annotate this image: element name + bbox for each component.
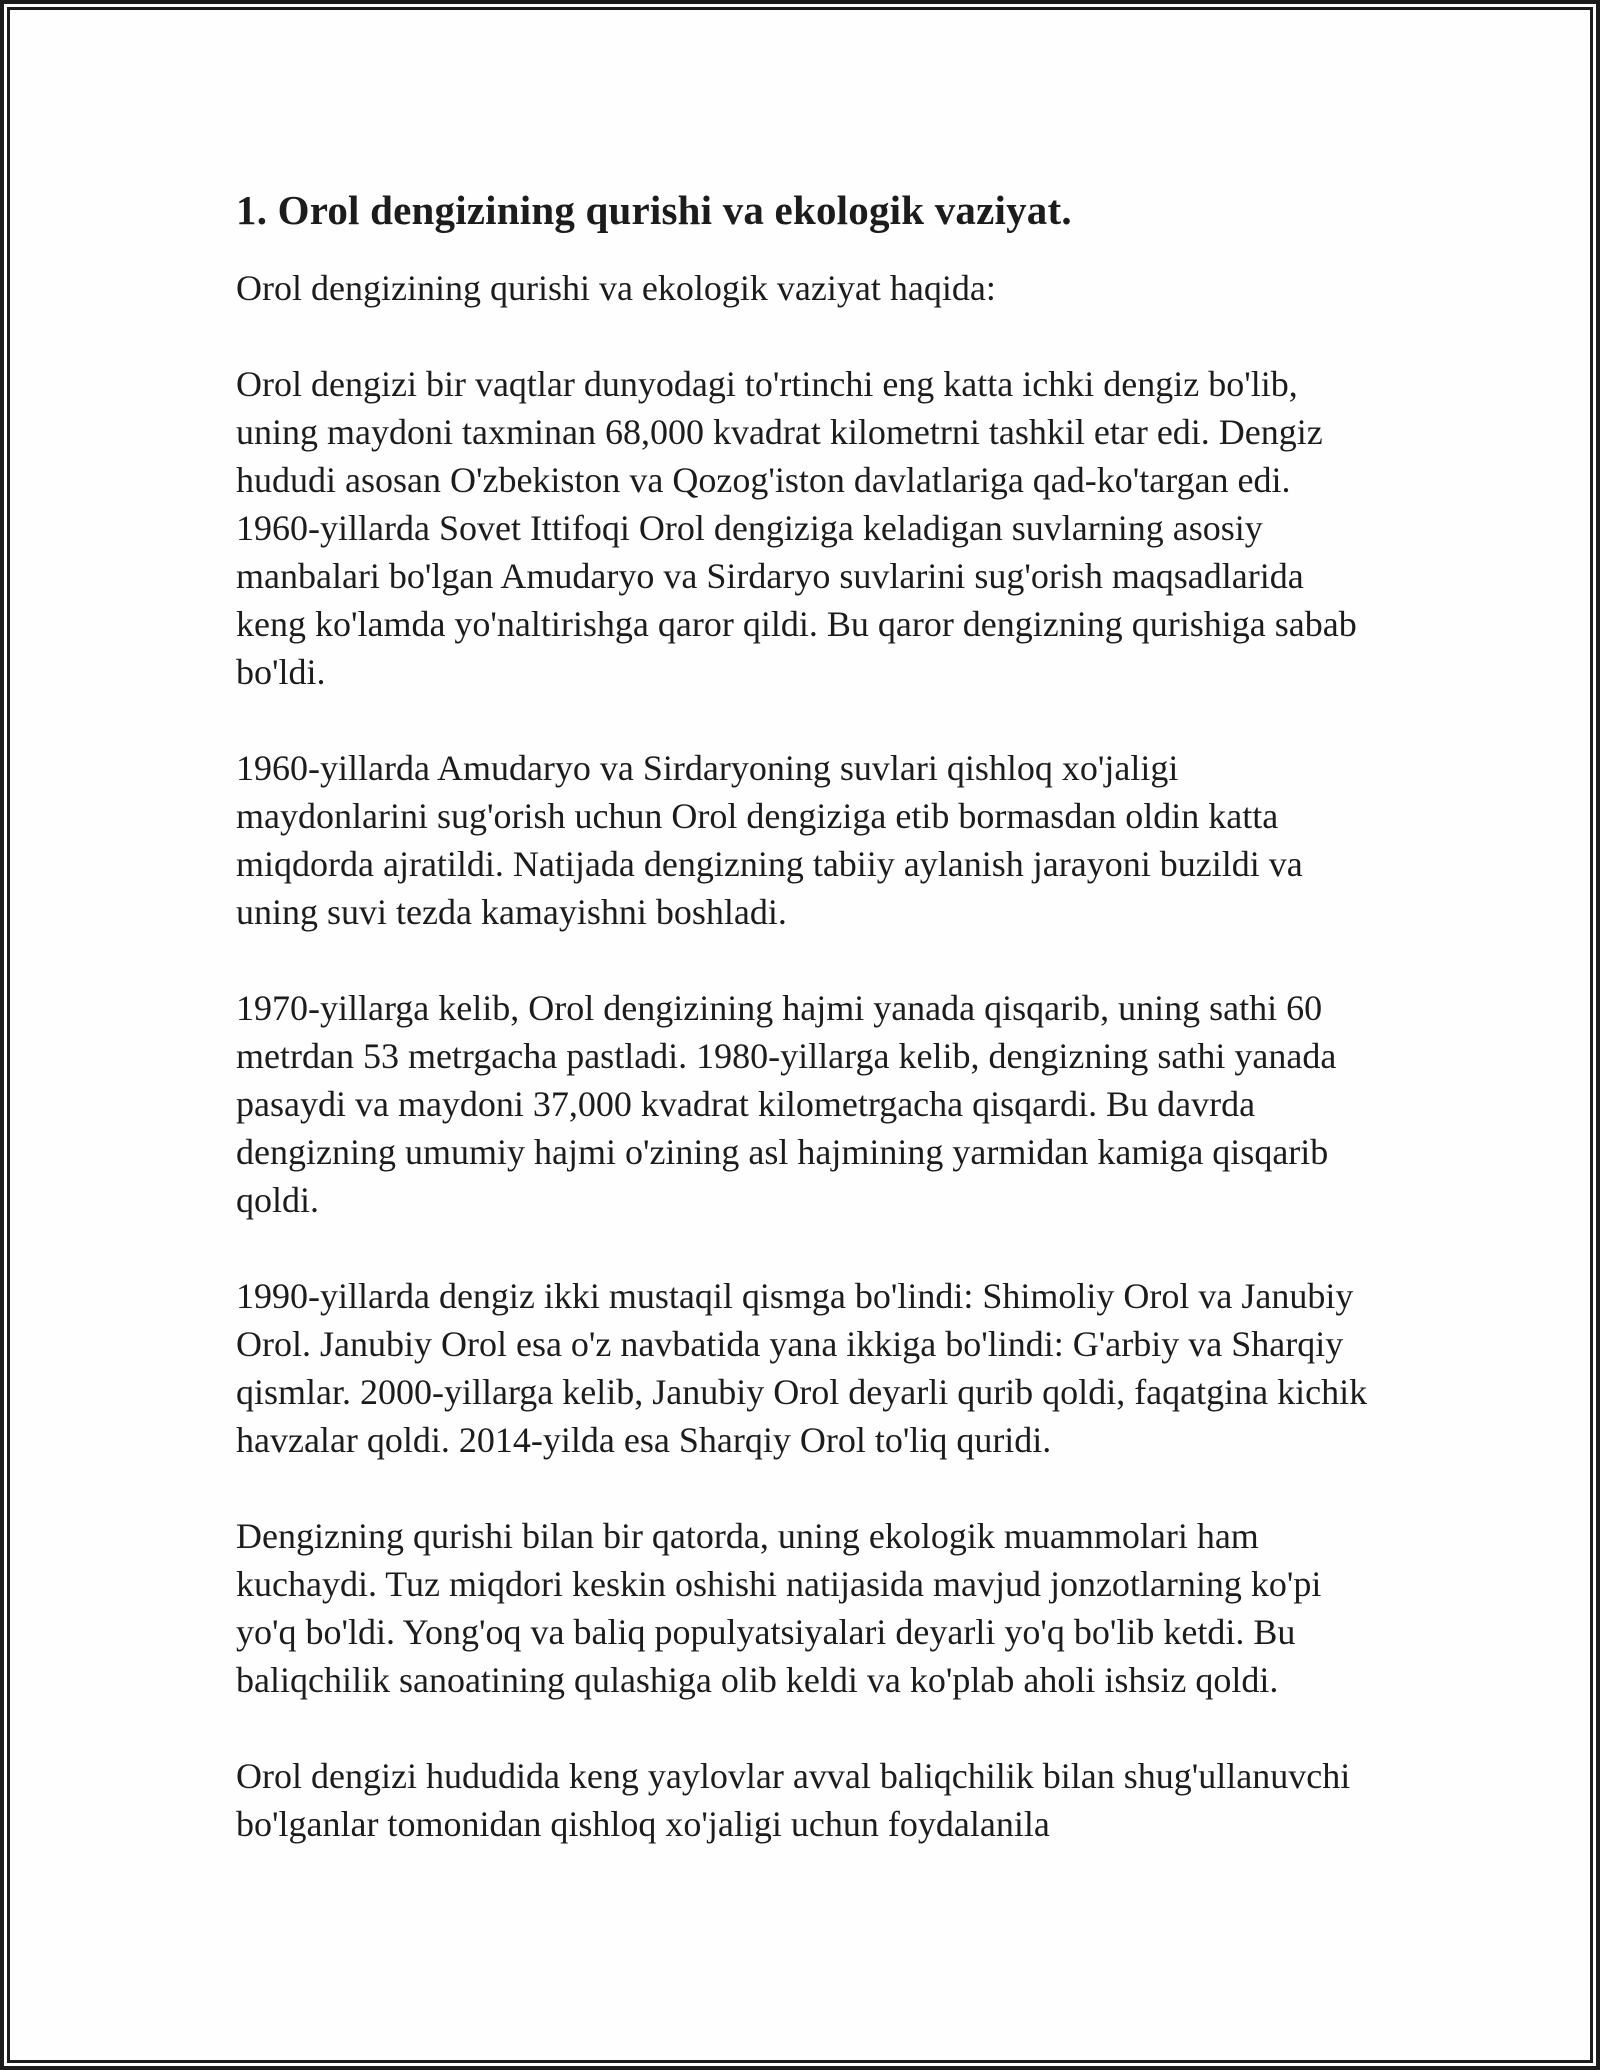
intro-paragraph: Orol dengizining qurishi va ekologik vaziyat haqida: [236, 268, 996, 308]
body-paragraph: 1960-yillarda Amudaryo va Sirdaryoning suvlari qishloq xo'jaligi maydonlarini sug'orish uchun Orol dengiziga etib bormasdan oldin katta miqdorda ajratildi. Natijada dengizning tabiiy aylanish jarayoni buzildi va uning suvi tezda kamayishni boshladi. [236, 748, 1303, 932]
body-paragraph: 1970-yillarga kelib, Orol dengizining hajmi yanada qisqarib, uning sathi 60 metrdan 53 metrgacha pastladi. 1980-yillarga kelib, dengizning sathi yanada pasaydi va maydoni 37,000 kvadrat kilometrgacha qisqardi. Bu davrda dengizning umumiy hajmi o'zining asl hajmining yarmidan kamiga qisqarib qoldi. [236, 988, 1337, 1220]
body-paragraph: Dengizning qurishi bilan bir qatorda, uning ekologik muammolari ham kuchaydi. Tuz miqdori keskin oshishi natijasida mavjud jonzotlarning ko'pi yo'q bo'ldi. Yong'oq va baliq populyatsiyalari deyarli yo'q bo'lib ketdi. Bu baliqchilik sanoatining qulashiga olib keldi va ko'plab aholi ishsiz qoldi. [236, 1516, 1322, 1700]
document-content [10, 10, 1590, 1848]
body-paragraph: 1990-yillarda dengiz ikki mustaqil qismga bo'lindi: Shimoliy Orol va Janubiy Orol. Janubiy Orol esa o'z navbatida yana ikkiga bo'lindi: G'arbiy va Sharqiy qismlar. 2000-yillarga kelib, Janubiy Orol deyarli qurib qoldi, faqatgina kichik havzalar qoldi. 2014-yilda esa Sharqiy Orol to'liq quridi. [236, 1276, 1368, 1460]
body-paragraph: Orol dengizi bir vaqtlar dunyodagi to'rtinchi eng katta ichki dengiz bo'lib, uning maydoni taxminan 68,000 kvadrat kilometrni tashkil etar edi. Dengiz hududi asosan O'zbekiston va Qozog'iston davlatlariga qad-ko'targan edi. 1960-yillarda Sovet Ittifoqi Orol dengiziga keladigan suvlarning asosiy manbalari bo'lgan Amudaryo va Sirdaryo suvlarini sug'orish maqsadlarida keng ko'lamda yo'naltirishga qaror qildi. Bu qaror dengizning qurishiga sabab bo'ldi. [236, 364, 1357, 692]
body-paragraph: Orol dengizi hududida keng yaylovlar avval baliqchilik bilan shug'ullanuvchi bo'lganlar tomonidan qishloq xo'jaligi uchun foydalanila [236, 1756, 1351, 1844]
page-border-frame [7, 7, 1593, 2063]
section-heading: 1. Orol dengizining qurishi va ekologik vaziyat. [236, 187, 1072, 233]
